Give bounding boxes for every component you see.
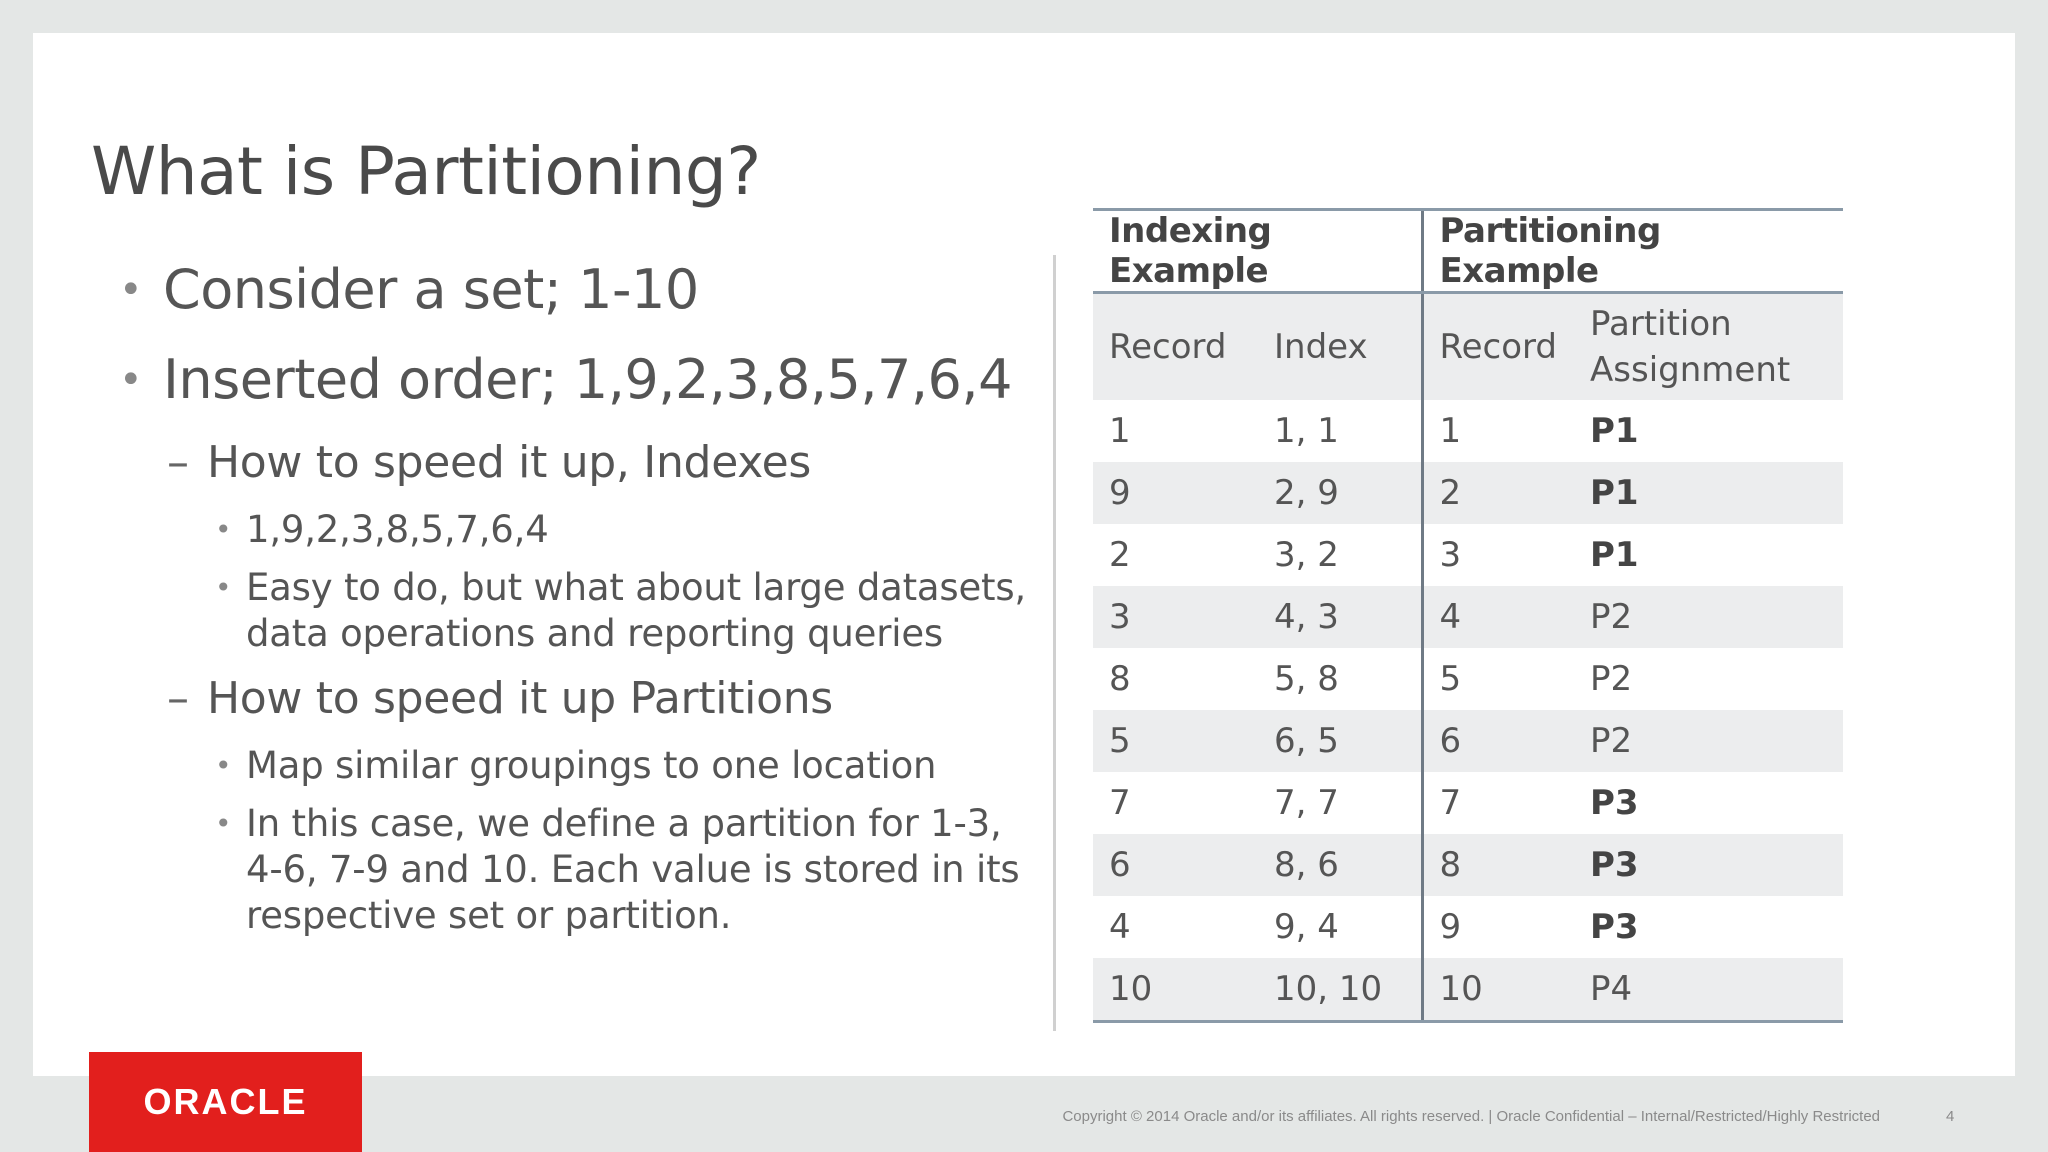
table-row (1093, 958, 1843, 1022)
bullet-text: 1,9,2,3,8,5,7,6,4 (246, 508, 549, 551)
table-column-header (1093, 293, 1843, 401)
bullet-dash-icon: – (167, 437, 189, 488)
page-number: 4 (1946, 1108, 1955, 1125)
oracle-logo (89, 1052, 362, 1152)
cell-record: 5 (1093, 710, 1258, 772)
cell-partition: P3 (1574, 834, 1843, 896)
cell-index: 7, 7 (1258, 772, 1422, 834)
bullet-text: Easy to do, but what about large datasets, data operations and reporting queries (246, 566, 1026, 655)
cell-partition: P1 (1574, 400, 1843, 462)
cell-record: 3 (1422, 524, 1574, 586)
cell-index: 9, 4 (1258, 896, 1422, 958)
bullet-level3 (91, 801, 1046, 939)
bullet-level3 (91, 507, 1046, 553)
cell-index: 2, 9 (1258, 462, 1422, 524)
bullet-text: How to speed it up, Indexes (207, 437, 811, 488)
bullet-text: How to speed it up Partitions (207, 673, 833, 724)
cell-index: 8, 6 (1258, 834, 1422, 896)
cell-record: 1 (1093, 400, 1258, 462)
table-row (1093, 834, 1843, 896)
slide-title: What is Partitioning? (91, 133, 761, 210)
cell-record: 10 (1422, 958, 1574, 1022)
cell-record: 3 (1093, 586, 1258, 648)
cell-record: 2 (1093, 524, 1258, 586)
col-index: Index (1258, 293, 1422, 401)
cell-record: 8 (1093, 648, 1258, 710)
cell-record: 8 (1422, 834, 1574, 896)
bullet-level3 (91, 565, 1046, 657)
bullet-level2 (91, 669, 1031, 729)
cell-record: 10 (1093, 958, 1258, 1022)
table-row (1093, 648, 1843, 710)
bullet-text: Consider a set; 1-10 (163, 258, 699, 321)
bullet-dot-icon: • (119, 357, 143, 403)
col-record: Record (1422, 293, 1574, 401)
cell-record: 6 (1422, 710, 1574, 772)
indexing-example-header: Indexing Example (1093, 210, 1422, 293)
bullet-text: Inserted order; 1,9,2,3,8,5,7,6,4 (163, 348, 1012, 411)
bullet-dot-icon: • (119, 267, 143, 313)
cell-index: 3, 2 (1258, 524, 1422, 586)
bullet-dot-icon: • (215, 807, 232, 840)
cell-record: 5 (1422, 648, 1574, 710)
cell-index: 5, 8 (1258, 648, 1422, 710)
col-record: Record (1093, 293, 1258, 401)
cell-partition: P2 (1574, 586, 1843, 648)
cell-record: 4 (1422, 586, 1574, 648)
column-divider (1053, 255, 1056, 1031)
cell-index: 6, 5 (1258, 710, 1422, 772)
comparison-table (1093, 208, 1843, 1023)
cell-record: 7 (1422, 772, 1574, 834)
bullet-dash-icon: – (167, 673, 189, 724)
bullet-text: Map similar groupings to one location (246, 744, 937, 787)
cell-partition: P4 (1574, 958, 1843, 1022)
bullet-level1 (91, 343, 1031, 417)
partitioning-example-header: Partitioning Example (1422, 210, 1843, 293)
cell-record: 9 (1422, 896, 1574, 958)
bullet-list (91, 253, 1031, 951)
bullet-level2 (91, 433, 1031, 493)
cell-record: 7 (1093, 772, 1258, 834)
bullet-dot-icon: • (215, 571, 232, 604)
comparison-table-wrap (1093, 208, 1843, 1023)
bullet-text: In this case, we define a partition for 1-3, 4-6, 7-9 and 10. Each value is stored in its respective set or partition. (246, 802, 1020, 937)
cell-partition: P1 (1574, 524, 1843, 586)
footer-copyright: Copyright © 2014 Oracle and/or its affiliates. All rights reserved. | Oracle Confidential – Internal/Restricted/Highly Restricted (1062, 1108, 1880, 1125)
table-row (1093, 524, 1843, 586)
cell-record: 2 (1422, 462, 1574, 524)
cell-index: 1, 1 (1258, 400, 1422, 462)
cell-partition: P2 (1574, 710, 1843, 772)
cell-record: 1 (1422, 400, 1574, 462)
cell-partition: P3 (1574, 772, 1843, 834)
bullet-level1 (91, 253, 1031, 327)
cell-record: 6 (1093, 834, 1258, 896)
table-row (1093, 400, 1843, 462)
table-body (1093, 400, 1843, 1022)
table-row (1093, 710, 1843, 772)
bullet-dot-icon: • (215, 749, 232, 782)
table-row (1093, 896, 1843, 958)
table-row (1093, 772, 1843, 834)
cell-record: 9 (1093, 462, 1258, 524)
table-row (1093, 462, 1843, 524)
bullet-dot-icon: • (215, 513, 232, 546)
oracle-logo-text: ORACLE (143, 1081, 308, 1122)
cell-partition: P2 (1574, 648, 1843, 710)
cell-partition: P1 (1574, 462, 1843, 524)
col-partition-assignment: Partition Assignment (1574, 293, 1843, 401)
cell-partition: P3 (1574, 896, 1843, 958)
cell-index: 4, 3 (1258, 586, 1422, 648)
bullet-level3 (91, 743, 1046, 789)
cell-record: 4 (1093, 896, 1258, 958)
table-group-header (1093, 210, 1843, 293)
cell-index: 10, 10 (1258, 958, 1422, 1022)
table-row (1093, 586, 1843, 648)
